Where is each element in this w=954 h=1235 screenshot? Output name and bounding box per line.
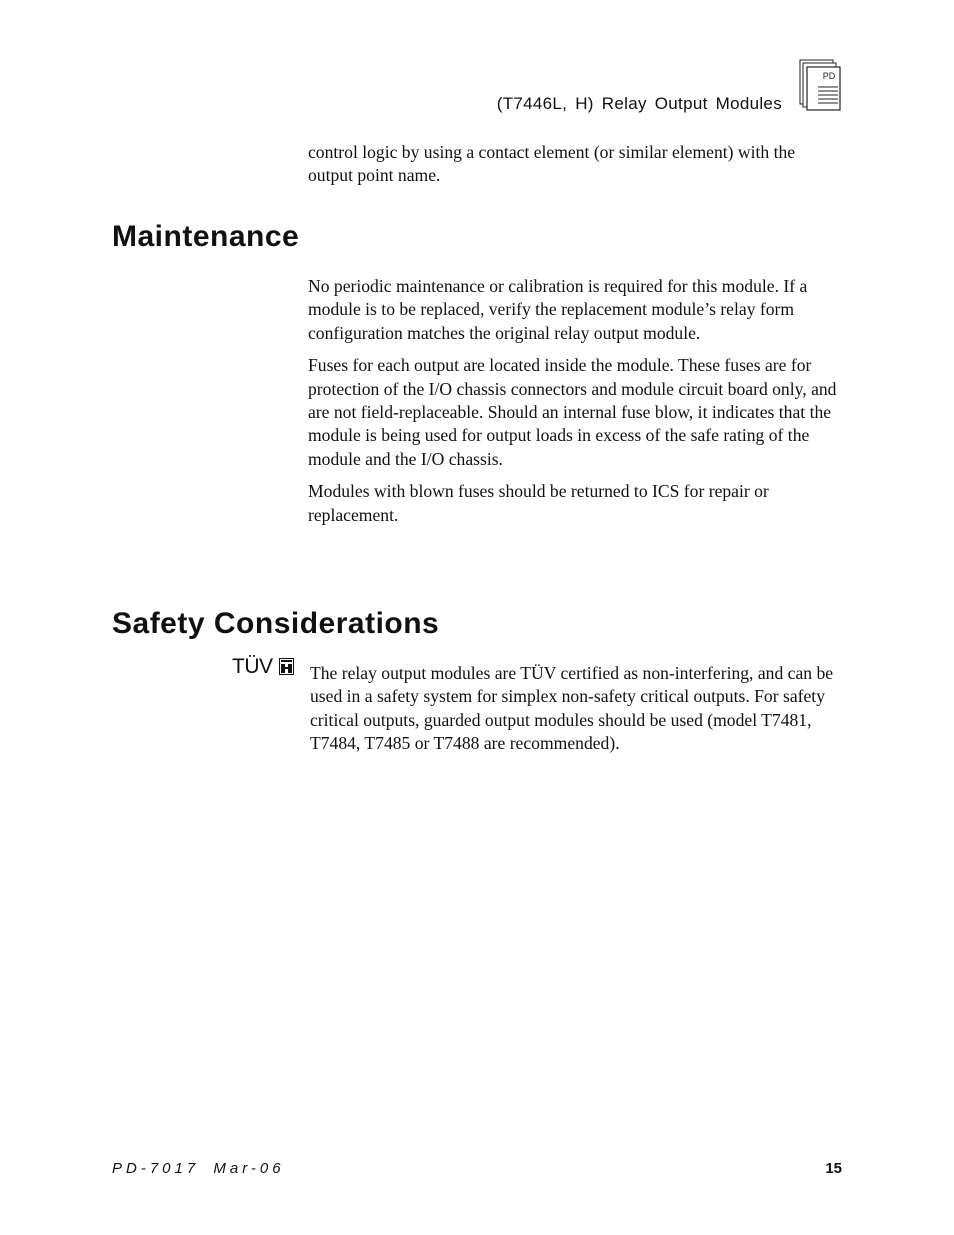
tuv-seal-icon [279, 658, 294, 675]
tuv-certification-mark [232, 656, 296, 678]
footer-page-number: 15 [825, 1160, 842, 1177]
maintenance-paragraph-1: No periodic maintenance or calibration is required for this module. If a module is to be replaced, verify the replacement module’s relay form configuration matches the original relay output module. [308, 276, 808, 343]
footer-document-id: PD-7017 Mar-06 [112, 1160, 285, 1177]
safety-paragraph: The relay output modules are TÜV certified as non-interfering, and can be used in a safety system for simplex non-safety critical outputs. For safety critical outputs, guarded output modules should be used (model T7481, T7484, T7485 or T7488 are recommended). [310, 663, 834, 754]
intro-continuation [308, 141, 842, 197]
maintenance-paragraph-3: Modules with blown fuses should be returned to ICS for repair or replacement. [308, 481, 769, 525]
maintenance-heading: Maintenance [112, 220, 300, 253]
pd-icon-label: PD [822, 71, 836, 81]
tuv-mark-text: TÜV [232, 655, 273, 678]
pd-document-icon [799, 59, 841, 111]
maintenance-paragraph-2: Fuses for each output are located inside the module. These fuses are for protection of the I/O chassis connectors and module circuit board only, and are not field-replaceable. Should an internal fuse blow, it indicates that the module is being used for output loads in excess of the safe rating of the module and the I/O chassis. [308, 355, 837, 469]
maintenance-body [308, 275, 842, 536]
intro-paragraph: control logic by using a contact element (or similar element) with the output point name. [308, 142, 796, 186]
safety-body [310, 662, 844, 765]
safety-heading: Safety Considerations [112, 607, 440, 640]
running-header-title: (T7446L, H) Relay Output Modules [496, 94, 782, 113]
